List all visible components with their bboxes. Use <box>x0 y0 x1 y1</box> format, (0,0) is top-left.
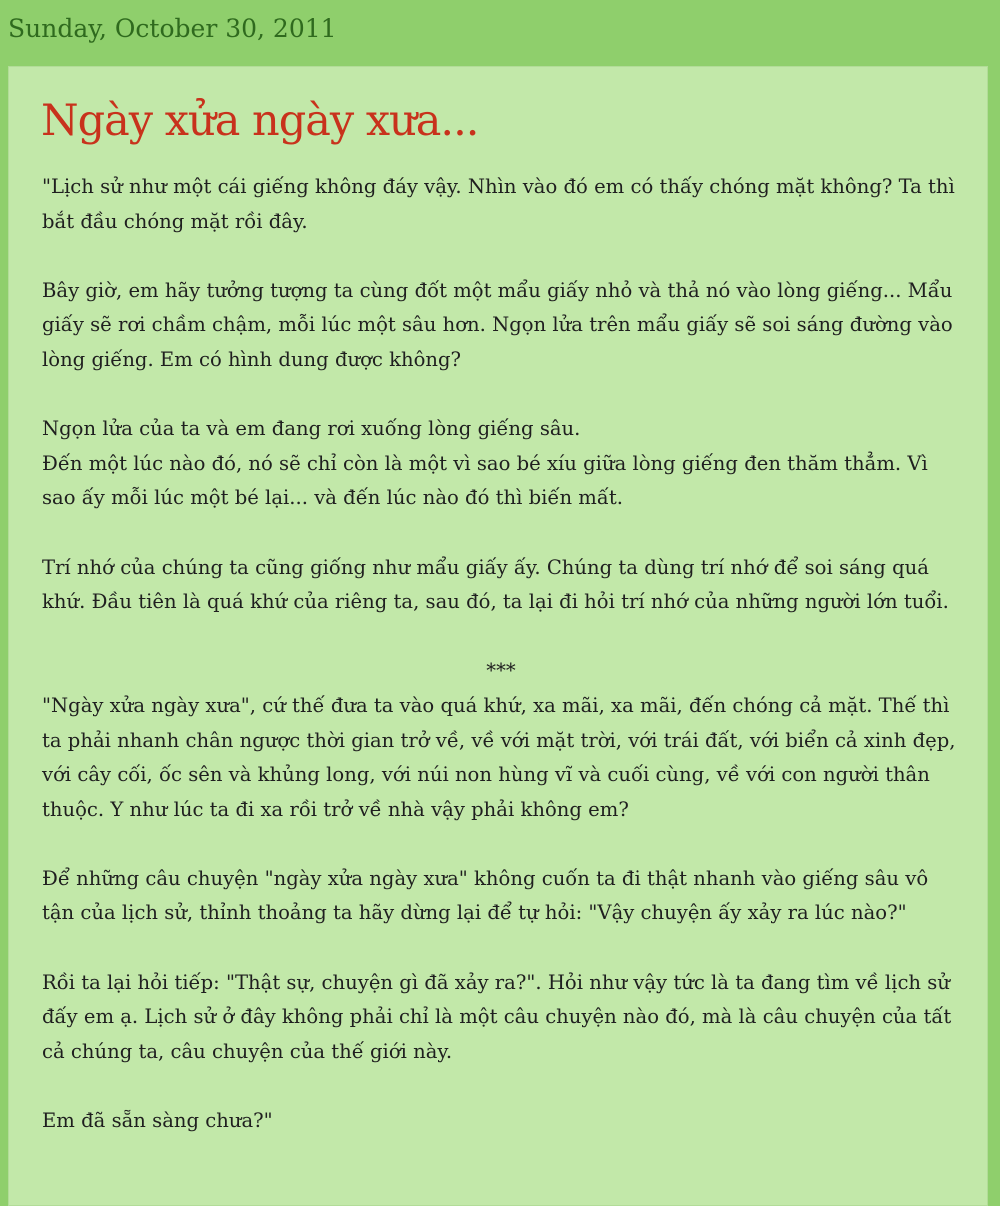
paragraph-well-intro: "Lịch sử như một cái giếng không đáy vậy. Nhìn vào đó em có thấy chóng mặt không? Ta thì bắt đầu chóng mặt rồi đây. <box>42 175 955 233</box>
post-body <box>42 170 960 1173</box>
paragraph-what-question: Rồi ta lại hỏi tiếp: "Thật sự, chuyện gì đã xảy ra?". Hỏi như vậy tức là ta đang tìm về lịch sử đấy em ạ. Lịch sử ở đây không phải chỉ là một câu chuyện nào đó, mà là câu chuyện của tất cả chúng ta, câu chuyện của thế giới này. <box>42 970 952 1063</box>
post-title[interactable]: Ngày xửa ngày xưa... <box>41 96 479 146</box>
paragraph-once-upon: "Ngày xửa ngày xưa", cứ thế đưa ta vào quá khứ, xa mãi, xa mãi, đến chóng cả mặt. Thế thì ta phải nhanh chân ngược thời gian trở về, về với mặt trời, với trái đất, với biển cả xinh đẹp, với cây cối, ốc sên và khủng long, với núi non hùng vĩ và cuối cùng, về với con người thân thuộc. Y như lúc ta đi xa rồi trở về nhà vậy phải không em? <box>42 693 956 821</box>
section-separator: *** <box>486 659 516 683</box>
post-date-header: Sunday, October 30, 2011 <box>8 14 337 43</box>
paragraph-falling-flame <box>42 412 960 516</box>
paragraph-memory: Trí nhớ của chúng ta cũng giống như mẩu giấy ấy. Chúng ta dùng trí nhớ để soi sáng quá khứ. Đầu tiên là quá khứ của riêng ta, sau đó, ta lại đi hỏi trí nhớ của những người lớn tuổi. <box>42 555 949 614</box>
falling-flame-line-1: Ngọn lửa của ta và em đang rơi xuống lòng giếng sâu. <box>42 417 581 441</box>
falling-flame-line-2: Đến một lúc nào đó, nó sẽ chỉ còn là một vì sao bé xíu giữa lòng giếng đen thăm thẳm. Vì sao ấy mỗi lúc một bé lại... và đến lúc nào đó thì biến mất. <box>42 451 928 510</box>
paragraph-ready: Em đã sẵn sàng chưa?" <box>42 1109 273 1133</box>
paragraph-when-question: Để những câu chuyện "ngày xửa ngày xưa" không cuốn ta đi thật nhanh vào giếng sâu vô tận của lịch sử, thỉnh thoảng ta hãy dừng lại để tự hỏi: "Vậy chuyện ấy xảy ra lúc nào?" <box>42 866 929 925</box>
paragraph-paper-flame: Bây giờ, em hãy tưởng tượng ta cùng đốt một mẩu giấy nhỏ và thả nó vào lòng giếng... Mẩu giấy sẽ rơi chầm chậm, mỗi lúc một sâu hơn. Ngọn lửa trên mẩu giấy sẽ soi sáng đường vào lòng giếng. Em có hình dung được không? <box>42 278 953 371</box>
